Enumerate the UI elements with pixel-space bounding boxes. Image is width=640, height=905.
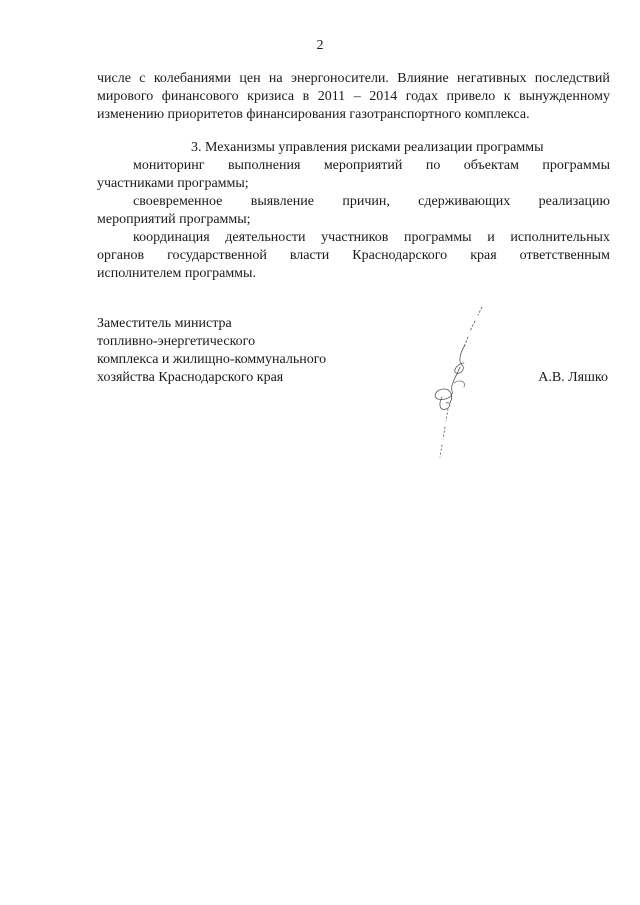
word: – bbox=[353, 89, 361, 104]
word: края bbox=[470, 248, 497, 263]
word: выявление bbox=[250, 194, 314, 209]
signatory-title-line-3: комплекса и жилищно-коммунального bbox=[97, 352, 327, 367]
word: участников bbox=[321, 230, 389, 245]
word: программы bbox=[404, 230, 472, 245]
word: 2011 bbox=[317, 89, 346, 104]
intro-line-3: изменению приоритетов финансирования газотранспортного комплекса. bbox=[97, 107, 530, 122]
word: объектам bbox=[463, 158, 519, 173]
word: координация bbox=[133, 230, 210, 245]
word: причин, bbox=[342, 194, 390, 209]
word: годах bbox=[405, 89, 439, 104]
word: реализацию bbox=[538, 194, 610, 209]
word: деятельности bbox=[225, 230, 306, 245]
word: кризиса bbox=[247, 89, 295, 104]
word: по bbox=[425, 158, 441, 173]
word: своевременное bbox=[133, 194, 223, 209]
word: мероприятий bbox=[323, 158, 403, 173]
section-heading: 3. Механизмы управления рисками реализации программы bbox=[191, 140, 544, 155]
signatory-name: А.В. Ляшко bbox=[538, 370, 608, 385]
word: мирового bbox=[97, 89, 154, 104]
word: на bbox=[268, 71, 283, 86]
word: к bbox=[503, 89, 511, 104]
word: цен bbox=[239, 71, 261, 86]
word: последствий bbox=[534, 71, 610, 86]
page-number: 2 bbox=[316, 38, 324, 53]
intro-line-2 bbox=[97, 88, 610, 106]
word: Краснодарского bbox=[352, 248, 448, 263]
word: государственной bbox=[167, 248, 267, 263]
item-3-line-1 bbox=[133, 229, 610, 247]
signatory-title-line-4: хозяйства Краснодарского края bbox=[97, 370, 284, 385]
word: финансового bbox=[161, 89, 239, 104]
word: привело bbox=[446, 89, 496, 104]
item-3-line-3: исполнителем программы. bbox=[97, 266, 256, 281]
word: энергоносители. bbox=[290, 71, 389, 86]
item-1-line-2: участниками программы; bbox=[97, 176, 249, 191]
word: сдерживающих bbox=[418, 194, 511, 209]
word: выполнения bbox=[227, 158, 301, 173]
word: и bbox=[487, 230, 495, 245]
word: числе bbox=[97, 71, 131, 86]
word: исполнительных bbox=[510, 230, 610, 245]
word: негативных bbox=[457, 71, 527, 86]
item-2-line-1 bbox=[133, 193, 610, 211]
signatory-title-line-2: топливно-энергетического bbox=[97, 334, 256, 349]
word: ответственным bbox=[519, 248, 610, 263]
signatory-title-line-1: Заместитель министра bbox=[97, 316, 232, 331]
intro-line-1 bbox=[97, 70, 610, 88]
item-2-line-2: мероприятий программы; bbox=[97, 212, 251, 227]
word: вынужденному bbox=[519, 89, 610, 104]
word: Влияние bbox=[397, 71, 449, 86]
word: колебаниями bbox=[153, 71, 232, 86]
word: мониторинг bbox=[133, 158, 205, 173]
item-1-line-1 bbox=[133, 157, 610, 175]
word: власти bbox=[289, 248, 330, 263]
word: органов bbox=[97, 248, 145, 263]
word: с bbox=[139, 71, 146, 86]
word: программы bbox=[542, 158, 610, 173]
item-3-line-2 bbox=[97, 247, 610, 265]
handwritten-signature bbox=[420, 305, 500, 465]
word: в bbox=[302, 89, 310, 104]
word: 2014 bbox=[369, 89, 398, 104]
